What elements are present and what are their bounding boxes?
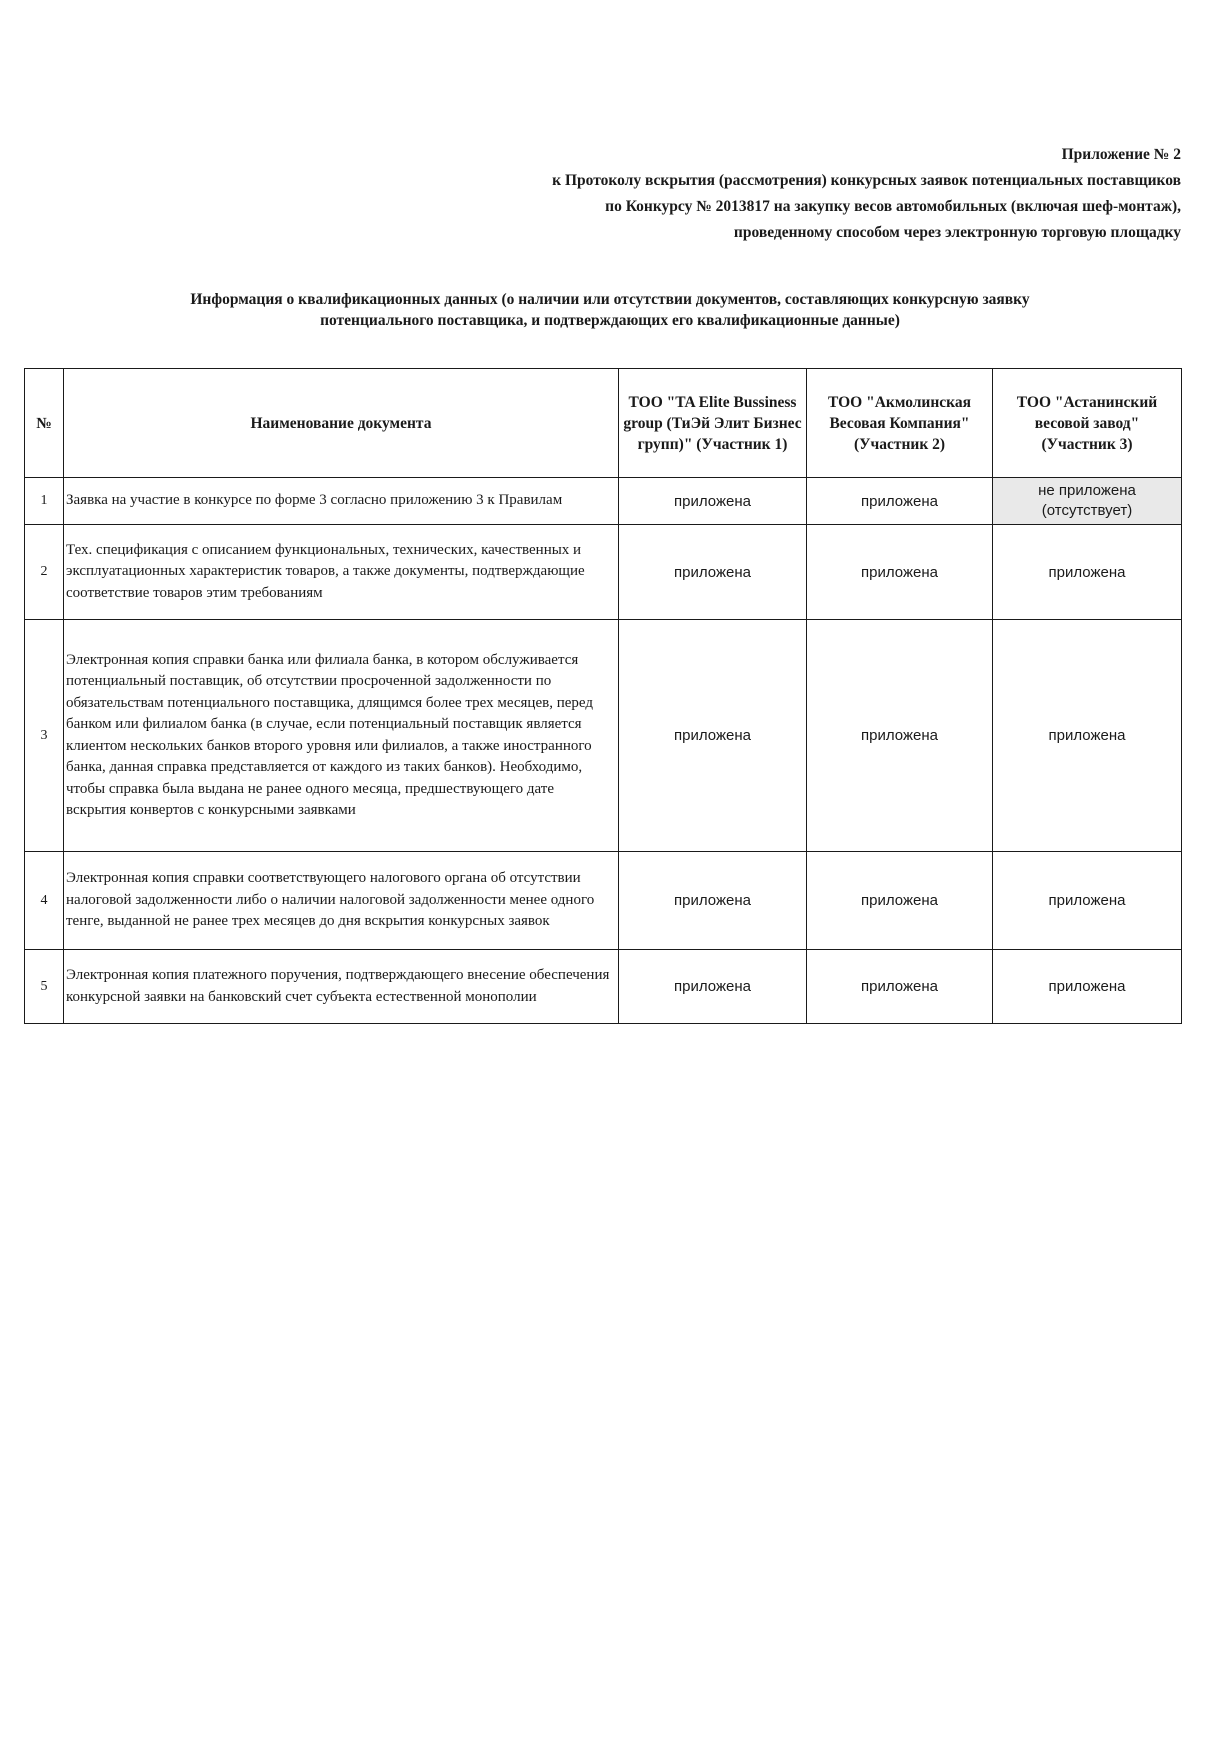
status-participant-3: приложена <box>993 950 1182 1024</box>
document-name: Электронная копия справки банка или филиала банка, в котором обслуживается потенциальный поставщик, об отсутствии просроченной задолженности по обязательствам потенциального поставщика, длящимся более трех месяцев, перед банком или филиалом банка (в случае, если потенциальный поставщик является клиентом нескольких банков второго уровня или филиалов, а также иностранного банка, данная справка представляется от каждого из таких банков). Необходимо, чтобы справка была выдана не ранее одного месяца, предшествующего дате вскрытия конвертов с конкурсными заявками <box>64 620 619 852</box>
table-row <box>25 950 1182 1024</box>
document-name: Заявка на участие в конкурсе по форме 3 согласно приложению 3 к Правилам <box>64 478 619 525</box>
appendix-subtitle-line-2: по Конкурсу № 2013817 на закупку весов автомобильных (включая шеф-монтаж), <box>605 198 1181 215</box>
row-number: 1 <box>25 478 64 525</box>
document-name: Тех. спецификация с описанием функциональных, технических, качественных и эксплуатационных характеристик товаров, а также документы, подтверждающие соответствие товаров этим требованиям <box>64 525 619 620</box>
status-participant-1: приложена <box>619 478 807 525</box>
status-participant-3: не приложена (отсутствует) <box>993 478 1182 525</box>
status-participant-1: приложена <box>619 525 807 620</box>
section-title-line-2: потенциального поставщика, и подтверждающих его квалификационные данные) <box>320 312 900 329</box>
status-participant-3: приложена <box>993 620 1182 852</box>
status-participant-3: приложена <box>993 852 1182 950</box>
status-participant-2: приложена <box>807 950 993 1024</box>
row-number: 5 <box>25 950 64 1024</box>
header-number: № <box>25 369 64 478</box>
qualification-table <box>24 368 1182 1024</box>
appendix-subtitle-line-3: проведенному способом через электронную торговую площадку <box>733 224 1181 241</box>
header-participant-2: ТОО "Акмолинская Весовая Компания" (Участник 2) <box>807 369 993 478</box>
header-participant-3: ТОО "Астанинский весовой завод" (Участник 3) <box>993 369 1182 478</box>
row-number: 3 <box>25 620 64 852</box>
document-name: Электронная копия справки соответствующего налогового органа об отсутствии налоговой задолженности либо о наличии налоговой задолженности менее одного тенге, выданной не ранее трех месяцев до дня вскрытия конкурсных заявок <box>64 852 619 950</box>
status-participant-1: приложена <box>619 852 807 950</box>
section-title-line-1: Информация о квалификационных данных (о наличии или отсутствии документов, составляющих конкурсную заявку <box>190 291 1030 308</box>
table-row <box>25 620 1182 852</box>
section-title <box>90 289 1130 331</box>
row-number: 4 <box>25 852 64 950</box>
status-participant-1: приложена <box>619 950 807 1024</box>
header-participant-1: ТОО "TA Elite Bussiness group (ТиЭй Элит Бизнес групп)" (Участник 1) <box>619 369 807 478</box>
status-participant-2: приложена <box>807 525 993 620</box>
appendix-header <box>552 142 1181 246</box>
table-row <box>25 478 1182 525</box>
status-participant-2: приложена <box>807 620 993 852</box>
status-participant-2: приложена <box>807 478 993 525</box>
appendix-number: Приложение № 2 <box>1061 146 1181 163</box>
appendix-subtitle-line-1: к Протоколу вскрытия (рассмотрения) конкурсных заявок потенциальных поставщиков <box>552 172 1181 189</box>
status-participant-1: приложена <box>619 620 807 852</box>
table-header-row <box>25 369 1182 478</box>
table-row <box>25 525 1182 620</box>
document-name: Электронная копия платежного поручения, подтверждающего внесение обеспечения конкурсной заявки на банковский счет субъекта естественной монополии <box>64 950 619 1024</box>
row-number: 2 <box>25 525 64 620</box>
header-document-name: Наименование документа <box>64 369 619 478</box>
status-participant-3: приложена <box>993 525 1182 620</box>
table-row <box>25 852 1182 950</box>
status-participant-2: приложена <box>807 852 993 950</box>
